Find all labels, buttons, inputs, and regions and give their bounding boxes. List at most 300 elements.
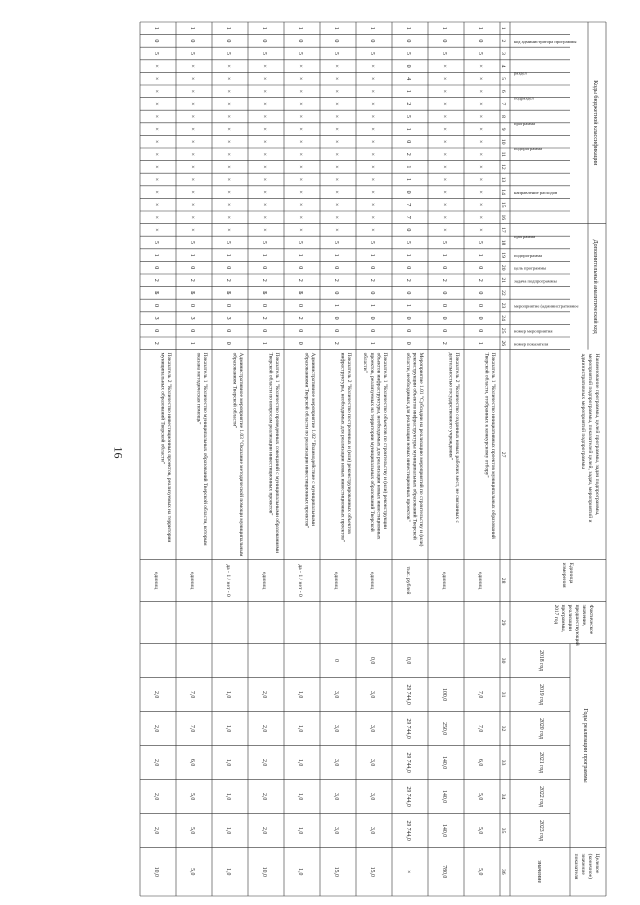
year-header-2: 2020 год (538, 718, 544, 740)
code-subheader-1: раздел (514, 70, 527, 76)
row-code-cell: × (261, 114, 267, 119)
row-code-cell: × (225, 152, 231, 156)
row-code-cell: Б (225, 291, 231, 295)
row-year-value: 29 744,0 (405, 752, 411, 773)
row-code-cell: 5 (441, 52, 447, 55)
row-code-cell: 0 (405, 316, 411, 320)
row-code-cell: 2 (189, 278, 195, 282)
column-number: 35 (500, 827, 506, 834)
column-number: 27 (500, 451, 506, 458)
row-code-cell: 0 (405, 291, 411, 295)
row-code-cell: 0 (441, 39, 447, 43)
row-code-cell: × (477, 190, 483, 194)
row-code-cell: × (441, 89, 447, 93)
column-number: 6 (500, 89, 506, 93)
row-target-value: 780,0 (441, 865, 447, 879)
row-code-cell: 0 (333, 39, 339, 43)
row-code-cell: × (189, 114, 195, 119)
column-number: 30 (500, 657, 506, 664)
row-year-value: 2,0 (153, 758, 159, 767)
row-code-cell: 0 (369, 329, 375, 333)
row-code-cell: 0 (225, 39, 231, 43)
row-year-value: 3,0 (333, 792, 339, 801)
row-year-value: 7,0 (189, 724, 195, 733)
row-year-value: 1,0 (225, 758, 231, 767)
row-code-cell: × (441, 203, 447, 207)
row-code-cell: 1 (369, 26, 375, 30)
row-code-cell: × (189, 228, 195, 232)
row-code-cell: 1 (297, 253, 303, 257)
row-code-cell: × (441, 165, 447, 169)
column-number: 25 (500, 327, 506, 334)
row-code-cell: 0 (477, 316, 483, 320)
row-code-cell: 3 (225, 316, 231, 320)
row-code-cell: 0 (261, 266, 267, 270)
row-year-value: 2,0 (153, 826, 159, 835)
column-number: 22 (500, 290, 506, 296)
row-code-cell: × (333, 64, 339, 68)
column-number: 21 (500, 277, 506, 284)
year-header-1: 2019 год (538, 684, 544, 706)
row-name-cell: Административное мероприятие 1.02 "Взаимодействие с муниципальнымиобразованиями Тверской области по реализации инвестиционных проектов" (303, 352, 316, 529)
row-code-cell: 2 (333, 278, 339, 282)
table-group (140, 22, 606, 896)
row-name-cell: Показатель 1 "Количество муниципальных образований Тверской области, которымоказана методическая помощь" (195, 352, 208, 546)
row-year-value: 3,0 (333, 724, 339, 733)
row-code-cell: × (189, 215, 195, 219)
row-year-value: 29 744,0 (405, 820, 411, 841)
row-year-value: 5,0 (189, 792, 195, 801)
row-name-cell: Показатель 1 "Количество объектов по строительству и (или) реконструкцииобъектов инфраструктуры, необходимых для реализации новых инвестиционныхпроектов, реализуемых на территории муниципальных образований Тверскойобласти" (362, 352, 388, 540)
row-code-cell: Б (189, 291, 195, 295)
row-code-cell: × (333, 127, 339, 131)
row-name-cell: Мероприятие 1.01 "Субсидии на реализацию мероприятий по строительству и (или)реконструкции объектов инфраструктуры муниципальных образований Тверскойобласти, необходимых для реализации новых инвестиционных проектов" (404, 352, 424, 547)
row-code-cell: 1 (153, 26, 159, 30)
row-code-cell: × (261, 190, 267, 194)
row-code-cell: 2 (405, 102, 411, 106)
row-code-cell: 0 (153, 329, 159, 333)
row-code-cell: 0 (153, 304, 159, 307)
row-code-cell: × (297, 152, 303, 156)
row-year-value: 140,0 (441, 756, 447, 770)
row-unit-cell: единиц (189, 571, 195, 590)
row-code-cell: 1 (477, 341, 483, 345)
row-code-cell: × (441, 102, 447, 106)
row-code-cell: × (225, 89, 231, 93)
row-code-cell: × (297, 140, 303, 144)
code-subheader-9: задача подпрограммы (514, 278, 557, 284)
row-code-cell: 0 (261, 39, 267, 43)
row-code-cell: 2 (297, 316, 303, 320)
row-code-cell: × (261, 228, 267, 232)
column-number: 28 (500, 577, 506, 584)
row-code-cell: 1 (261, 26, 267, 30)
code-subheader-6: программа (514, 234, 536, 240)
row-year-value: 2,0 (153, 792, 159, 801)
row-year-value: 2,0 (153, 690, 159, 699)
row-code-cell: × (297, 190, 303, 194)
row-code-cell: 1 (477, 253, 483, 257)
row-year-value: 1,0 (225, 792, 231, 801)
row-year-value: 2,0 (261, 724, 267, 733)
row-year-value: 3,0 (369, 724, 375, 733)
row-code-cell: 2 (261, 316, 267, 320)
row-code-cell: × (225, 102, 231, 106)
code-subheader-3: программа (514, 120, 536, 126)
row-code-cell: 1 (225, 253, 231, 257)
row-code-cell: 0 (297, 39, 303, 43)
row-code-cell: × (369, 165, 375, 169)
row-code-cell: 4 (405, 77, 411, 81)
column-number: 13 (500, 176, 506, 183)
row-code-cell: 5 (369, 52, 375, 55)
row-code-cell: × (477, 102, 483, 106)
row-code-cell: 1 (405, 127, 411, 131)
row-code-cell: 5 (369, 241, 375, 244)
row-code-cell: 0 (477, 39, 483, 43)
row-code-cell: 0 (369, 39, 375, 43)
row-code-cell: 0 (297, 329, 303, 333)
column-number: 29 (500, 619, 506, 626)
column-number: 1 (500, 26, 506, 30)
row-year-value: 100,0 (441, 688, 447, 702)
row-unit-cell: единиц (153, 571, 159, 590)
row-code-cell: × (369, 77, 375, 81)
row-code-cell: × (297, 114, 303, 119)
row-year-value: 1,0 (297, 690, 303, 699)
row-name-cell: Показатель 2 "Количество инвестиционных проектов, реализуемых на территориимуниципальных образований Тверской области" (159, 352, 172, 543)
row-code-cell: 1 (477, 26, 483, 30)
row-code-cell: 0 (297, 341, 303, 345)
row-code-cell: 2 (405, 278, 411, 282)
row-code-cell: 1 (405, 178, 411, 181)
column-number: 14 (500, 189, 506, 195)
row-code-cell: 1 (261, 253, 267, 257)
row-code-cell: × (477, 77, 483, 81)
row-code-cell: × (225, 190, 231, 194)
row-code-cell: 0 (261, 329, 267, 333)
row-code-cell: 0 (297, 304, 303, 307)
row-year-value: 29 744,0 (405, 684, 411, 705)
row-code-cell: 5 (225, 241, 231, 244)
row-code-cell: × (297, 177, 303, 182)
row-code-cell: × (333, 190, 339, 194)
row-code-cell: 5 (405, 115, 411, 118)
row-code-cell: 1 (153, 253, 159, 257)
row-year-value: 5,0 (189, 826, 195, 835)
row-code-cell: × (261, 102, 267, 106)
row-code-cell: 0 (189, 304, 195, 307)
column-number: 8 (500, 115, 506, 118)
row-year-value: 1,0 (297, 826, 303, 835)
row-code-cell: × (333, 140, 339, 144)
row-target-value: 10,0 (261, 866, 267, 877)
row-code-cell: 0 (405, 64, 411, 68)
row-code-cell: 0 (405, 341, 411, 345)
column-number: 17 (500, 227, 506, 233)
row-code-cell: × (297, 228, 303, 232)
row-target-value: 1,0 (225, 868, 231, 876)
row-code-cell: 1 (441, 253, 447, 257)
fact-column-header: Фактическоезначение,предшествующийреализациипрограммы,2017 год (553, 604, 594, 646)
row-code-cell: 0 (441, 316, 447, 320)
row-code-cell: 0 (405, 190, 411, 194)
row-code-cell: 7 (405, 215, 411, 219)
column-number: 16 (500, 214, 506, 221)
column-number: 18 (500, 239, 506, 246)
row-code-cell: × (297, 102, 303, 106)
row-code-cell: × (153, 64, 159, 68)
row-code-cell: × (225, 215, 231, 219)
column-number: 31 (500, 691, 506, 698)
row-code-cell: 1 (189, 341, 195, 345)
row-code-cell: 1 (405, 165, 411, 169)
row-code-cell: × (261, 152, 267, 156)
row-code-cell: × (189, 64, 195, 68)
target-group-header: Целевое(конечное)значениепоказателя (573, 853, 600, 880)
column-number: 20 (500, 264, 506, 271)
row-code-cell: 0 (333, 316, 339, 320)
column-number: 4 (500, 64, 506, 68)
row-year-value: 5,0 (477, 826, 483, 835)
row-name-cell: Административное мероприятие 1.03 "Оказание методической помощи муниципальнымобразованиям Тверской области" (231, 352, 244, 557)
row-code-cell: 2 (333, 341, 339, 345)
row-code-cell: 1 (225, 26, 231, 30)
row-code-cell: × (153, 152, 159, 156)
row-code-cell: × (189, 89, 195, 93)
row-code-cell: × (153, 140, 159, 144)
row-code-cell: × (369, 64, 375, 68)
row-code-cell: × (333, 89, 339, 93)
row-code-cell: × (261, 127, 267, 131)
row-code-cell: 1 (261, 341, 267, 345)
row-year-value: 140,0 (441, 824, 447, 838)
row-unit-cell: да - 1 / нет - 0 (225, 564, 231, 597)
row-code-cell: × (189, 140, 195, 144)
column-number: 11 (500, 151, 506, 157)
row-code-cell: 0 (369, 316, 375, 320)
row-code-cell: × (261, 165, 267, 169)
row-code-cell: 5 (477, 52, 483, 55)
code-subheader-11: номер мероприятия (514, 328, 553, 334)
row-target-value: 15,0 (369, 866, 375, 877)
row-code-cell: 0 (333, 329, 339, 333)
row-code-cell: 0 (477, 304, 483, 307)
row-code-cell: 5 (189, 52, 195, 55)
row-code-cell: 0 (225, 266, 231, 270)
row-year-value: 3,0 (333, 826, 339, 835)
code-subheader-4: подпрограмма (514, 146, 543, 151)
row-year-value: 3,0 (369, 792, 375, 801)
row-target-value: × (405, 870, 411, 874)
row-code-cell: × (297, 203, 303, 207)
row-code-cell: × (477, 89, 483, 93)
row-code-cell: 0 (225, 341, 231, 345)
row-code-cell: 2 (369, 278, 375, 282)
year-header-0: 2018 год (538, 650, 544, 672)
row-code-cell: × (225, 228, 231, 232)
column-number: 34 (500, 793, 506, 800)
row-name-cell: Показатель 2 "Количество созданных новых рабочих мест, не связанных сдеятельностью государственного учреждения" (447, 352, 460, 523)
row-code-cell: × (153, 190, 159, 194)
column-number: 7 (500, 102, 506, 106)
row-code-cell: × (153, 89, 159, 93)
row-target-value: 15,0 (333, 866, 339, 877)
row-code-cell: 2 (477, 278, 483, 282)
row-year-value: 3,0 (333, 758, 339, 767)
row-name-cell: Показатель 1 "Количество проведенных совещаний с муниципальными образованиямиТверской области по вопросам реализации инвестиционных проектов" (267, 352, 280, 554)
row-code-cell: × (333, 102, 339, 106)
row-code-cell: × (369, 228, 375, 232)
row-year-value: 0 (333, 659, 339, 663)
row-code-cell: 5 (405, 241, 411, 244)
row-code-cell: × (369, 203, 375, 207)
target-value-header: значение (536, 860, 542, 884)
row-code-cell: × (261, 77, 267, 81)
row-code-cell: 0 (405, 266, 411, 270)
row-code-cell: 5 (297, 52, 303, 55)
row-code-cell: × (225, 140, 231, 144)
row-code-cell: 2 (153, 278, 159, 282)
row-year-value: 1,0 (225, 826, 231, 835)
row-year-value: 29 744,0 (405, 786, 411, 807)
row-code-cell: 0 (441, 291, 447, 295)
row-year-value: 2,0 (153, 724, 159, 733)
column-number: 12 (500, 164, 506, 170)
code-subheader-0: код администратора программы (514, 38, 577, 44)
row-code-cell: 1 (369, 341, 375, 345)
code-subheader-12: номер показателя (514, 341, 549, 347)
row-code-cell: × (225, 77, 231, 81)
row-year-value: 7,0 (477, 724, 483, 733)
row-code-cell: × (153, 102, 159, 106)
column-number: 3 (500, 52, 506, 55)
row-unit-cell: единиц (477, 571, 483, 590)
row-code-cell: 1 (405, 253, 411, 257)
column-number: 10 (500, 138, 506, 145)
row-code-cell: 2 (261, 278, 267, 282)
row-name-cell: Показатель 1 "Количество инициативных проектов муниципальных образованийТверской области, отобранных к конкурсному отбору" (483, 352, 496, 539)
row-code-cell: 0 (369, 291, 375, 295)
row-year-value: 1,0 (225, 724, 231, 733)
row-code-cell: 0 (297, 266, 303, 270)
row-code-cell: 1 (189, 253, 195, 257)
row-code-cell: × (297, 89, 303, 93)
row-code-cell: × (153, 165, 159, 169)
row-code-cell: 5 (189, 241, 195, 244)
row-code-cell: 0 (225, 329, 231, 333)
row-year-value: 1,0 (225, 690, 231, 699)
row-code-cell: 1 (441, 26, 447, 30)
row-code-cell: 0 (405, 140, 411, 144)
row-code-cell: × (225, 114, 231, 119)
row-code-cell: 5 (405, 52, 411, 55)
column-number: 5 (500, 77, 506, 81)
row-code-cell: × (153, 228, 159, 232)
row-unit-cell: тыс. рублей (405, 566, 411, 595)
row-code-cell: × (189, 190, 195, 194)
row-code-cell: 5 (261, 52, 267, 55)
row-code-cell: × (189, 165, 195, 169)
row-code-cell: 0 (225, 304, 231, 307)
row-code-cell: × (333, 228, 339, 232)
row-year-value: 2,0 (261, 690, 267, 699)
row-code-cell: × (333, 114, 339, 119)
row-target-value: 5,0 (189, 868, 195, 876)
year-header-4: 2022 год (538, 786, 544, 808)
code-subheader-8: цель программы (514, 265, 547, 271)
row-code-cell: 0 (189, 329, 195, 333)
row-code-cell: × (333, 177, 339, 182)
row-code-cell: 5 (153, 52, 159, 55)
row-year-value: 3,0 (369, 758, 375, 767)
row-year-value: 7,0 (189, 690, 195, 699)
row-code-cell: × (441, 190, 447, 194)
row-code-cell: × (297, 127, 303, 131)
budget-codes-header: Коды бюджетной классификации (592, 80, 598, 166)
row-code-cell: × (297, 64, 303, 68)
row-year-value: 2,0 (261, 758, 267, 767)
row-code-cell: 2 (153, 341, 159, 345)
row-code-cell: 5 (153, 241, 159, 244)
row-code-cell: 0 (405, 329, 411, 333)
row-code-cell: × (369, 127, 375, 131)
row-code-cell: 1 (405, 89, 411, 93)
row-code-cell: 0 (477, 266, 483, 270)
row-code-cell: 0 (441, 329, 447, 333)
row-unit-cell: единиц (261, 571, 267, 590)
years-group-header: Годы реализации программы (582, 708, 588, 783)
row-code-cell: × (153, 177, 159, 182)
row-code-cell: × (189, 203, 195, 207)
row-year-value: 250,0 (441, 722, 447, 736)
column-number: 32 (500, 725, 506, 732)
row-code-cell: × (441, 152, 447, 156)
row-code-cell: × (225, 203, 231, 207)
row-year-value: 6,0 (477, 758, 483, 767)
row-unit-cell: единиц (333, 571, 339, 590)
row-code-cell: × (225, 177, 231, 182)
row-code-cell: × (369, 152, 375, 156)
row-code-cell: 2 (225, 278, 231, 282)
row-code-cell: × (441, 228, 447, 232)
row-code-cell: 2 (297, 278, 303, 282)
row-target-value: 5,0 (477, 868, 483, 876)
row-code-cell: × (261, 203, 267, 207)
row-code-cell: × (225, 127, 231, 131)
row-code-cell: 5 (261, 241, 267, 244)
row-code-cell: × (261, 140, 267, 144)
row-code-cell: 3 (189, 316, 195, 320)
row-year-value: 0,0 (405, 656, 411, 665)
row-code-cell: × (441, 177, 447, 182)
row-code-cell: × (189, 77, 195, 81)
row-year-value: 1,0 (297, 792, 303, 801)
row-code-cell: × (297, 77, 303, 81)
row-year-value: 3,0 (369, 690, 375, 699)
row-code-cell: × (261, 89, 267, 93)
row-code-cell: × (477, 228, 483, 232)
row-code-cell: 5 (333, 241, 339, 244)
row-code-cell: × (441, 114, 447, 119)
column-number: 33 (500, 759, 506, 766)
name-column-header: Наименование программы, целей программы, задач подпрограммы,мероприятий подпрограммы, показателей целей, задач, мероприятий иадминистративных мероприятий подпрограммы (580, 353, 600, 523)
row-code-cell: 5 (225, 52, 231, 55)
year-header-3: 2021 год (538, 752, 544, 774)
row-code-cell: 2 (441, 278, 447, 282)
column-number: 9 (500, 127, 506, 131)
year-header-5: 2023 год (538, 820, 544, 842)
